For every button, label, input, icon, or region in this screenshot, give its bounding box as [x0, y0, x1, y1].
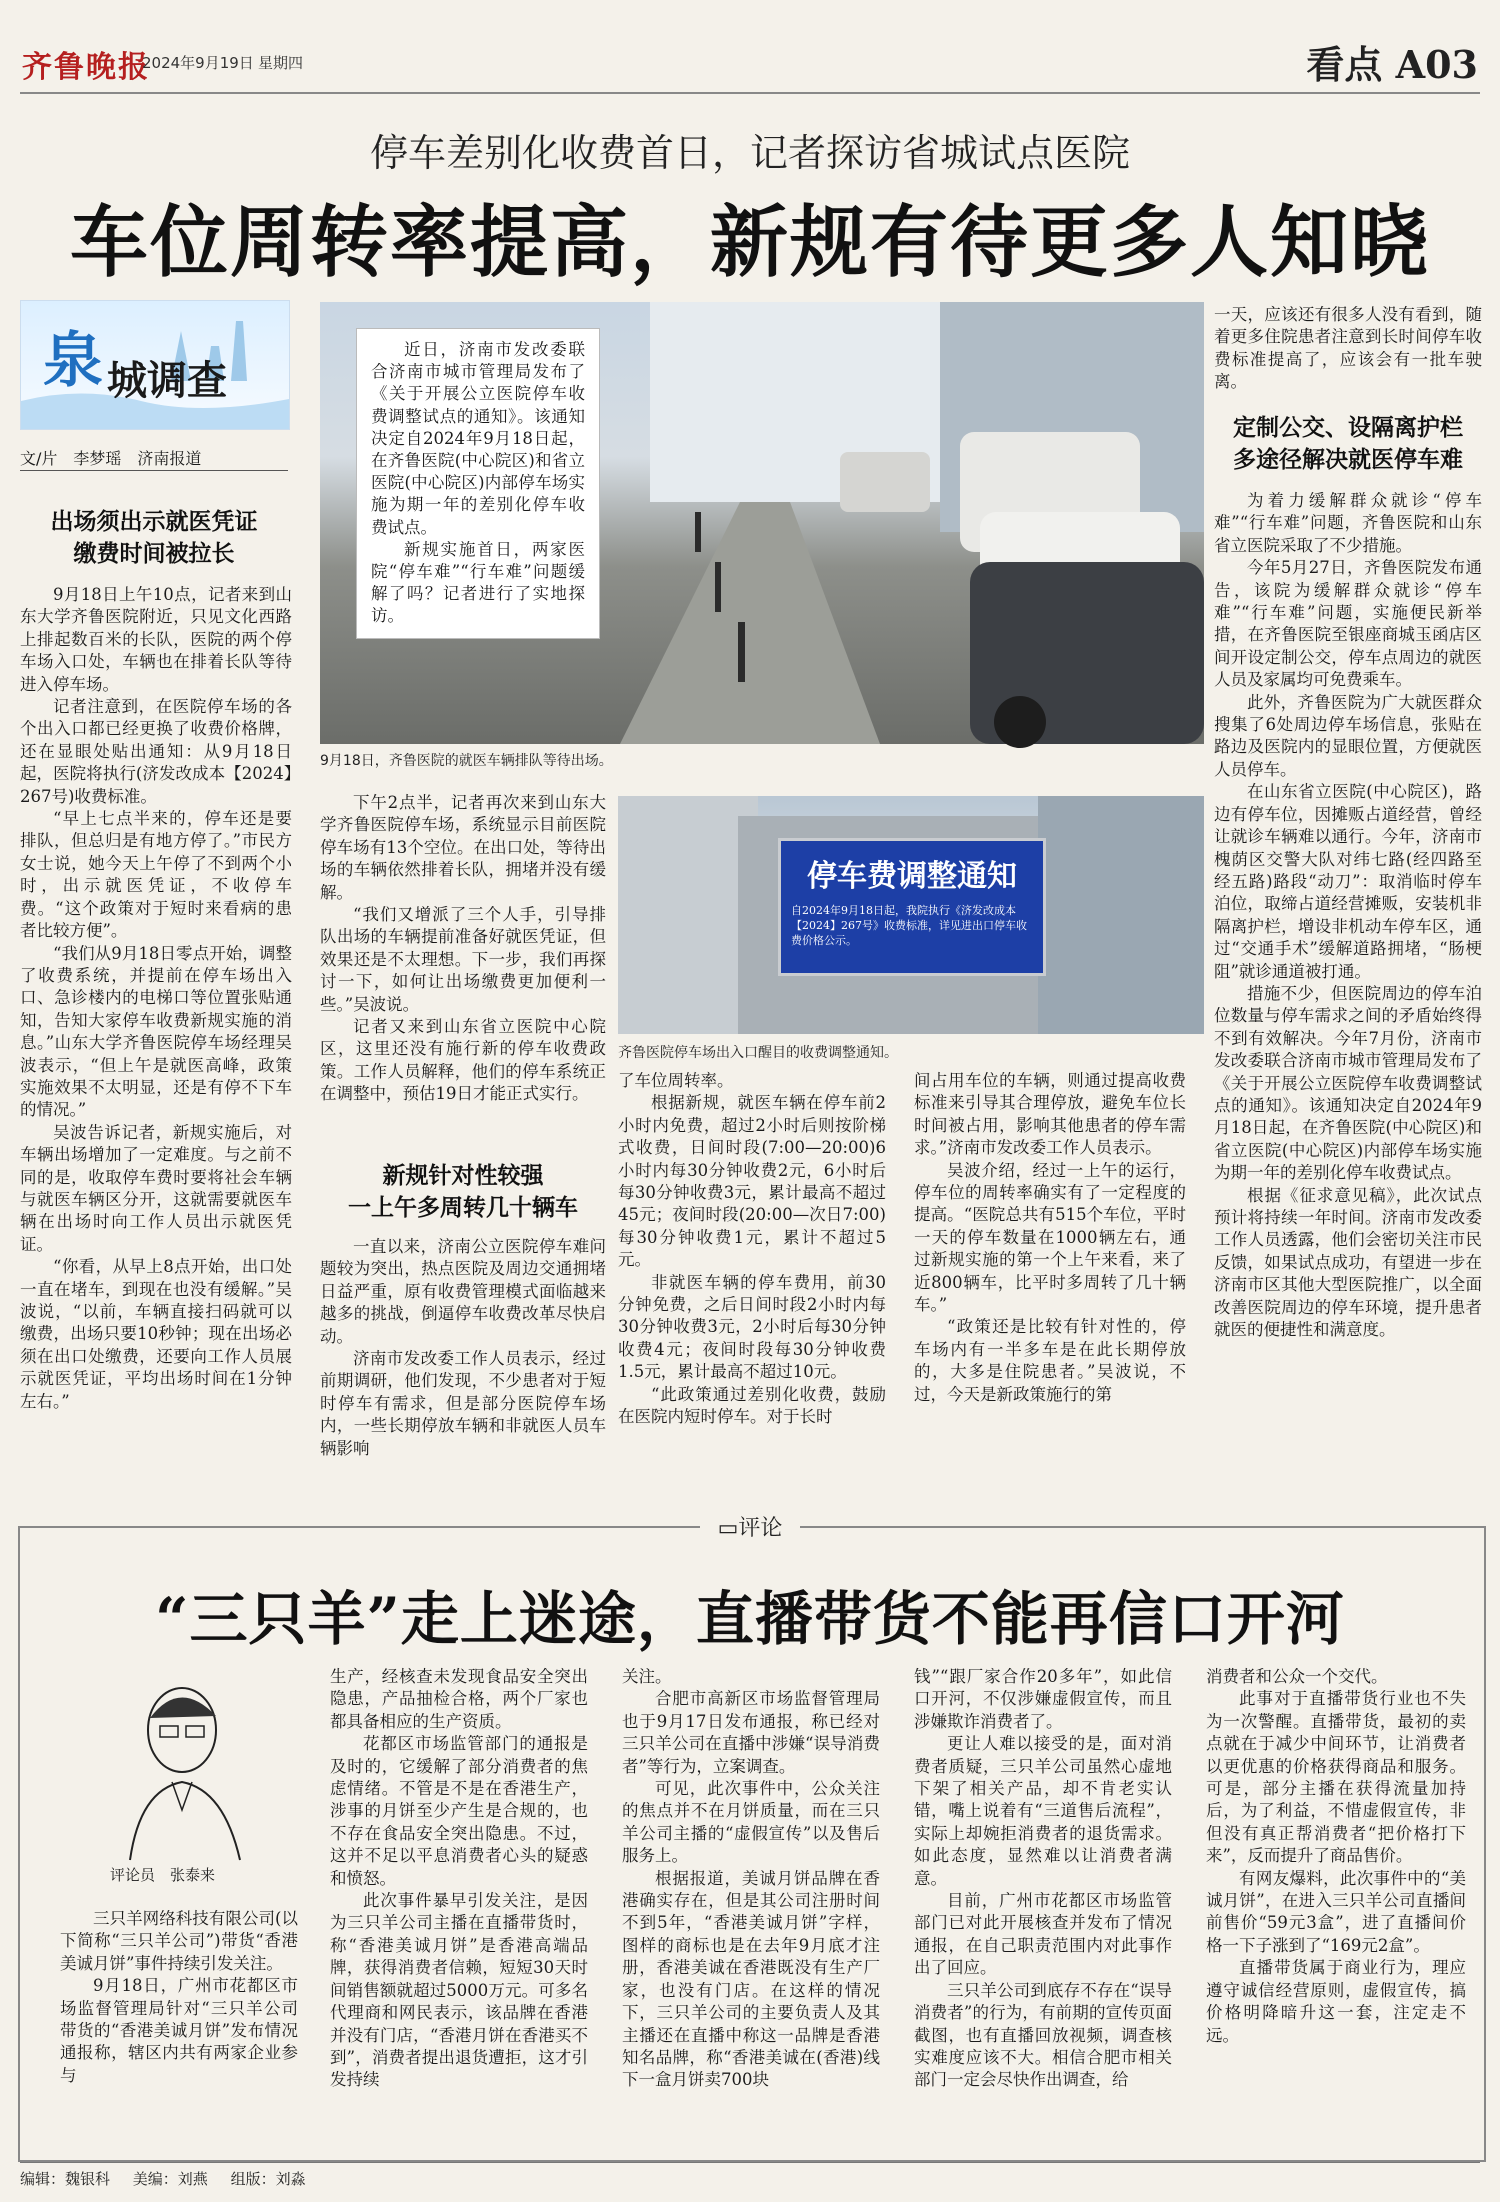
col2-subhead: 新规针对性较强 一上午多周转几十辆车: [348, 1162, 578, 1221]
col2-body-bottom: [320, 1236, 606, 1486]
paragraph: 吴波介绍，经过一上午的运行，停车位的周转率确实有了一定程度的提高。“医院总共有515个车位，平时一天的停车数量在1000辆左右，通过新规实施的第一个上午来看，来了近800辆车，比平时多周转了几十辆车。”: [914, 1160, 1186, 1315]
issue-date: 2024年9月19日: [142, 54, 254, 72]
paragraph: 根据《征求意见稿》，此次试点预计将持续一年时间。济南市发改委工作人员透露，他们会密切关注市民反馈，如果试点成功，有望进一步在济南市区其他大型医院推广，以全面改善医院周边的停车环境，提升患者就医的便捷性和满意度。: [1214, 1185, 1482, 1340]
issue-weekday: 星期四: [258, 54, 304, 72]
callout-paragraph: 新规实施首日，两家医院“停车难”“行车难”问题缓解了吗？记者进行了实地探访。: [371, 539, 585, 626]
paragraph: “我们又增派了三个人手，引导排队出场的车辆提前准备好就医凭证，但效果还是不太理想。下一步，我们再探讨一下，如何让出场缴费更加便利一些。”吴波说。: [320, 905, 606, 1014]
paragraph: 非就医车辆的停车费用，前30分钟免费，之后日间时段2小时内每30分钟收费3元，2小时后每30分钟收费4元；夜间时段每30分钟收费1.5元，累计最高不超过10元。: [618, 1272, 886, 1382]
paragraph: 有网友爆料，此次事件中的“美诚月饼”，在进入三只羊公司直播间前售价“59元3盒”，进了直播间价格一下子涨到了“169元2盒”。: [1206, 1868, 1466, 1955]
col5-body-top: [1214, 304, 1482, 398]
comment-col2: [330, 1666, 588, 2148]
paragraph: 此事对于直播带货行业也不失为一次警醒。直播带货，最初的卖点就在于减少中间环节，让消费者以更优惠的价格获得商品和服务。可是，部分主播在获得流量加持后，为了利益，不惜虚假宣传，非但没有真正帮消费者“把价格打下来”，反而提升了商品售价。: [1206, 1689, 1466, 1866]
photo1-caption: 9月18日，齐鲁医院的就医车辆排队等待出场。: [320, 753, 613, 769]
paragraph: 花都区市场监管部门的通报是及时的，它缓解了部分消费者的焦虑情绪。不管是不是在香港生产，涉事的月饼至少产生是合规的，也不存在食品安全突出隐患。不过，这并不足以平息消费者心头的疑惑和愤怒。: [330, 1734, 588, 1888]
paragraph: 根据报道，美诚月饼品牌在香港确实存在，但是其公司注册时间不到5年，“香港美诚月饼”字样，图样的商标也是在去年9月底才注册，香港美诚在香港既没有生产厂家，也没有门店。在这样的情况下，三只羊公司的主要负责人及其主播还在直播中称这一品牌是香港知名品牌，称“香港美诚在(香港)线下一盒月饼卖700块: [622, 1868, 880, 2090]
paragraph: 记者注意到，在医院停车场的各个出入口都已经更换了收费价格牌，还在显眼处贴出通知：从9月18日起，医院将执行(济发改成本【2024】267号)收费标准。: [20, 697, 292, 806]
comment-icon: ▭: [717, 1516, 739, 1541]
paragraph: “政策还是比较有针对性的，停车场内有一半多车是在此长期停放的，大多是住院患者。”吴波说，不过，今天是新政策施行的第: [914, 1317, 1186, 1404]
byline-rule: [20, 470, 288, 471]
paragraph: 措施不少，但医院周边的停车泊位数量与停车需求之间的矛盾始终得不到有效解决。今年7月份，济南市发改委联合济南市城市管理局发布了《关于开展公立医院停车收费调整试点的通知》。该通知决定自2024年9月18日起，在齐鲁医院(中心院区)和省立医院(中心院区)内部停车场实施为期一年的差别化停车收费试点。: [1214, 983, 1482, 1183]
col1-body: [20, 584, 292, 1504]
paragraph: 一天，应该还有很多人没有看到，随着更多住院患者注意到长时间停车收费标准提高了，应该会有一批车驶离。: [1214, 305, 1482, 392]
kicker-headline: 停车差别化收费首日，记者探访省城试点医院: [369, 131, 1130, 175]
column-logo-big: 泉: [43, 326, 103, 396]
paragraph: “我们从9月18日零点开始，调整了收费系统，并提前在停车场出入口、急诊楼内的电梯口等位置张贴通知，告知大家停车收费新规实施的消息。”山东大学齐鲁医院停车场经理吴波表示，“但上午是就医高峰，政策实施效果不太明显，还是有停不下车的情况。”: [20, 943, 292, 1120]
paragraph: 济南市发改委工作人员表示，经过前期调研，他们发现，不少患者对于短时停车有需求，但是部分医院停车场内，一些长期停放车辆和非就医人员车辆影响: [320, 1349, 606, 1458]
photo2-caption: 齐鲁医院停车场出入口醒目的收费调整通知。: [618, 1045, 898, 1061]
column-logo: [20, 300, 290, 430]
paragraph: 合肥市高新区市场监督管理局也于9月17日发布通报，称已经对三只羊公司在直播中涉嫌“误导消费者”等行为，立案调查。: [622, 1689, 880, 1776]
paragraph: 根据新规，就医车辆在停车前2小时内免费，超过2小时后则按阶梯式收费，日间时段(7:00—20:00)6小时内每30分钟收费2元，6小时后每30分钟收费3元，累计最高不超过45元；夜间时段(20:00—次日7:00)每30分钟收费1元，累计不超过5元。: [618, 1093, 886, 1270]
paragraph: 了车位周转率。: [618, 1071, 734, 1090]
intro-callout: [356, 328, 600, 639]
callout-paragraph: 近日，济南市发改委联合济南市城市管理局发布了《关于开展公立医院停车收费调整试点的通知》。该通知决定自2024年9月18日起，在齐鲁医院(中心院区)和省立医院(中心院区)内部停车场实施为期一年的差别化停车收费试点。: [371, 340, 585, 537]
col5-body-bottom: [1214, 490, 1482, 1484]
photo-fee-notice: [618, 796, 1204, 1034]
main-headline: 车位周转率提高，新规有待更多人知晓: [69, 197, 1430, 288]
commentary-tag: ▭评论: [700, 1511, 800, 1542]
layout-credit: 组版：刘淼: [230, 2170, 306, 2188]
comment-col1: [60, 1908, 298, 2148]
paragraph: 直播带货属于商业行为，理应遵守诚信经营原则，虚假宣传，搞价格明降暗升这一套，注定走不远。: [1206, 1958, 1466, 2045]
paragraph: 可见，此次事件中，公众关注的焦点并不在月饼质量，而在三只羊公司主播的“虚假宣传”以及售后服务上。: [622, 1779, 880, 1866]
masthead-rule: [20, 92, 1480, 94]
paragraph: 记者又来到山东省立医院中心院区，这里还没有施行新的停车收费政策。工作人员解释，他们的停车系统正在调整中，预估19日才能正式实行。: [320, 1017, 606, 1104]
paragraph: 三只羊公司到底存不存在“误导消费者”的行为，有前期的宣传页面截图，也有直播回放视频，调查核实难度应该不大。相信合肥市相关部门一定会尽快作出调查，给: [914, 1980, 1172, 2090]
comment-col4: [914, 1666, 1172, 2148]
author-caption: 评论员 张泰来: [110, 1866, 216, 1884]
paragraph: 三只羊网络科技有限公司(以下简称“三只羊公司”)带货“香港美诚月饼”事件持续引发关注。: [60, 1909, 298, 1973]
sign-title: 停车费调整通知: [807, 859, 1017, 894]
editor-credit: 编辑：魏银科: [20, 2170, 111, 2188]
paragraph: 消费者和公众一个交代。: [1206, 1667, 1388, 1686]
footer-rule: [20, 2162, 1480, 2163]
author-sketch-icon: [110, 1660, 260, 1860]
paragraph: 此外，齐鲁医院为广大就医群众搜集了6处周边停车场信息，张贴在路边及医院内的显眼位置，方便就医人员停车。: [1214, 692, 1482, 779]
paragraph: “早上七点半来的，停车还是要排队，但总归是有地方停了。”市民方女士说，她今天上午停了不到两个小时，出示就医凭证，不收停车费。“这个政策对于短时来看病的患者比较方便”。: [20, 809, 292, 941]
paragraph: 目前，广州市花都区市场监管部门已对此开展核查并发布了情况通报，在自己职责范围内对此事作出了回应。: [914, 1891, 1172, 1978]
paragraph: 下午2点半，记者再次来到山东大学齐鲁医院停车场，系统显示目前医院停车场有13个空位。在出口处，等待出场的车辆依然排着长队，拥堵并没有缓解。: [320, 793, 606, 902]
paragraph: 吴波告诉记者，新规实施后，对车辆出场增加了一定难度。与之前不同的是，收取停车费时要将社会车辆与就医车辆区分开，这就需要就医车辆在出场时向工作人员出示就医凭证。: [20, 1122, 292, 1254]
paragraph: 更让人难以接受的是，面对消费者质疑，三只羊公司虽然心虚地下架了相关产品，却不肯老实认错，嘴上说着有“三道售后流程”，实际上却婉拒消费者的退货需求。如此态度，显然难以让消费者满意。: [914, 1734, 1172, 1888]
col3-body: [618, 1070, 886, 1480]
paragraph: 生产，经核查未发现食品安全突出隐患，产品抽检合格，两个厂家也都具备相应的生产资质。: [330, 1667, 588, 1731]
art-credit: 美编：刘燕: [132, 2170, 208, 2188]
paragraph: 在山东省立医院(中心院区)，路边有停车位，因摊贩占道经营，曾经让就诊车辆难以通行。今年，济南市槐荫区交警大队对纬七路(经四路至经五路)路段“动刀”：取消临时停车泊位，取缔占道经营摊贩，安装机非隔离护栏，增设非机动车停车区，通过“交通手术”缓解道路拥堵，“肠梗阻”就诊通道被打通。: [1214, 782, 1482, 981]
col2-body-top: [320, 792, 606, 1104]
paragraph: “此政策通过差别化收费，鼓励在医院内短时停车。对于长时: [618, 1384, 886, 1427]
newspaper-logo: 齐鲁晚报: [22, 50, 150, 85]
section-label: 看点 A03: [1306, 42, 1478, 87]
paragraph: 今年5月27日，齐鲁医院发布通告，该院为缓解群众就诊“停车难”“行车难”问题，实施便民新举措，在齐鲁医院至银座商城玉函店区间开设定制公交，停车点周边的就医人员及家属均可免费乘车。: [1214, 558, 1482, 690]
col1-subhead: 出场须出示就医凭证 缴费时间被拉长: [50, 508, 258, 567]
footer-credits: [20, 2168, 324, 2189]
sign-body: 自2024年9月18日起，我院执行《济发改成本【2024】267号》收费标准，详见进出口停车收费价格公示。: [791, 904, 1027, 947]
paragraph: 此次事件暴早引发关注，是因为三只羊公司主播在直播带货时，称“香港美诚月饼”是香港高端品牌，获得消费者信赖，短短30天时间销售额就超过5000万元。可多名代理商和网民表示，该品牌在香港并没有门店，“香港月饼在香港买不到”，消费者提出退货遭拒，这才引发持续: [330, 1891, 588, 2090]
col4-body: [914, 1070, 1186, 1480]
paragraph: 9月18日上午10点，记者来到山东大学齐鲁医院附近，只见文化西路上排起数百米的长队，医院的两个停车场入口处，车辆也在排着长队等待进入停车场。: [20, 585, 292, 694]
paragraph: 9月18日，广州市花都区市场监督管理局针对“三只羊公司带货的“香港美诚月饼”发布情况通报称，辖区内共有两家企业参与: [60, 1976, 298, 2085]
paragraph: 钱”“跟厂家合作20多年”，如此信口开河，不仅涉嫌虚假宣传，而且涉嫌欺诈消费者了。: [914, 1667, 1172, 1731]
paragraph: 间占用车位的车辆，则通过提高收费标准来引导其合理停放，避免车位长时间被占用，影响其他患者的停车需求。”济南市发改委工作人员表示。: [914, 1071, 1186, 1158]
paragraph: 关注。: [622, 1667, 672, 1686]
fee-notice-sign: [778, 838, 1046, 976]
comment-col3: [622, 1666, 880, 2148]
comment-col5: [1206, 1666, 1466, 2148]
paragraph: “你看，从早上8点开始，出口处一直在堵车，到现在也没有缓解。”吴波说，“以前，车辆直接扫码就可以缴费，出场只要10秒钟；现在出场必须在出口处缴费，还要向工作人员展示就医凭证，平均出场时间在1分钟左右。”: [20, 1257, 292, 1411]
byline: 文/片 李梦瑶 济南报道: [20, 449, 202, 468]
commentary-headline: “三只羊”走上迷途，直播带货不能再信口开河: [155, 1585, 1345, 1653]
paragraph: 为着力缓解群众就诊“停车难”“行车难”问题，齐鲁医院和山东省立医院采取了不少措施。: [1214, 491, 1482, 555]
paragraph: 一直以来，济南公立医院停车难问题较为突出，热点医院及周边交通拥堵日益严重，原有收费管理模式面临越来越多的挑战，倒逼停车收费改革尽快启动。: [320, 1237, 606, 1346]
column-logo-text: 城调查: [107, 357, 227, 404]
col5-subhead: 定制公交、设隔离护栏 多途径解决就医停车难: [1233, 414, 1463, 473]
author-portrait: [110, 1660, 260, 1860]
